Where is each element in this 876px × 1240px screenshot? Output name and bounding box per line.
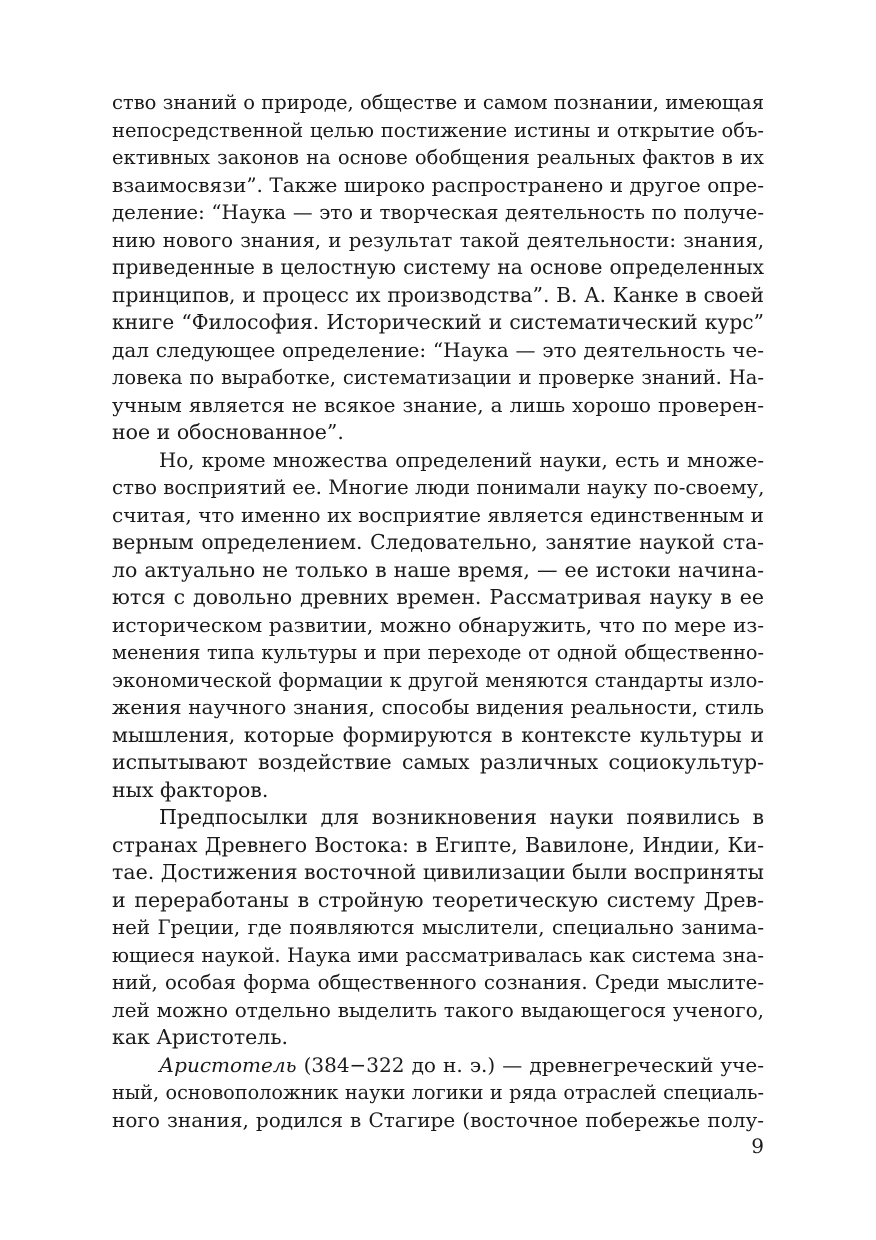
text-line: дал следующее определение: “Наука — это деятельность че- xyxy=(112,337,764,362)
text-line xyxy=(112,1052,764,1080)
text-line: лей можно отдельно выделить такого выдающегося ученого, xyxy=(112,997,764,1022)
paragraph xyxy=(112,447,764,805)
text-line: учным является не всякое знание, а лишь хорошо проверен- xyxy=(112,392,764,417)
page-number: 9 xyxy=(751,1134,764,1158)
text-line: ективных законов на основе обобщения реальных фактов в их xyxy=(112,146,764,169)
paragraph xyxy=(112,89,764,447)
text-fragment: (384−322 до н. э.) — древнегреческий уче- xyxy=(296,1052,764,1077)
paragraph xyxy=(112,804,764,1052)
text-line: испытывают воздействие самых различных социокультур- xyxy=(112,750,764,774)
text-line: принципов, и процесс их производства”. В. А. Канке в своей xyxy=(112,282,764,307)
text-line: приведенные в целостную систему на основе определенных xyxy=(112,255,764,279)
text-line: ло актуально не только в наше время, — ее истоки начина- xyxy=(112,557,764,582)
text-line: ющиеся наукой. Наука ими рассматривалась как система зна- xyxy=(112,943,764,967)
text-line: ное и обоснованное”. xyxy=(112,420,344,444)
text-line: ных факторов. xyxy=(112,777,269,802)
text-line: как Аристотель. xyxy=(112,1025,289,1049)
text-line: Но, кроме множества определений науки, есть и множе- xyxy=(159,448,764,472)
text-line: непосредственной целью постижение истины и открытие объ- xyxy=(112,118,764,142)
text-line: взаимосвязи”. Также широко распространено и другое опре- xyxy=(112,172,764,197)
text-line: книге “Философия. Исторический и систематический курс” xyxy=(112,310,764,334)
text-line: ловека по выработке, систематизации и проверке знаний. На- xyxy=(112,366,764,389)
text-line: ного знания, родился в Стагире (восточное побережье полу- xyxy=(112,1107,764,1132)
text-line: ство знаний о природе, обществе и самом познании, имеющая xyxy=(112,91,764,114)
text-line: ный, основоположник науки логики и ряда отраслей специаль- xyxy=(112,1081,764,1104)
text-line: ство восприятий ее. Многие люди понимали науку по-своему, xyxy=(112,476,765,499)
text-line: экономической формации к другой меняются стандарты изло- xyxy=(112,668,764,692)
text-line: историческом развитии, можно обнаружить, что по мере из- xyxy=(112,612,764,637)
text-line: ний, особая форма общественного сознания. Среди мыслите- xyxy=(112,971,764,994)
text-line: странах Древнего Востока: в Египте, Вавилоне, Индии, Ки- xyxy=(112,832,764,857)
text-line: мышления, которые формируются в контексте культуры и xyxy=(112,722,764,747)
paragraph xyxy=(112,1052,764,1135)
text-line: ней Греции, где появляются мыслители, специально занима- xyxy=(112,916,764,939)
text-line: считая, что именно их восприятие является единственным и xyxy=(112,502,764,527)
text-line: и переработаны в стройную теоретическую систему Древ- xyxy=(112,887,764,912)
text-line: тае. Достижения восточной цивилизации были восприняты xyxy=(112,860,764,884)
text-line: менения типа культуры и при переходе от одной общественно- xyxy=(112,641,764,664)
text-line: верным определением. Следовательно, занятие наукой ста- xyxy=(112,530,764,554)
text-line: деление: “Наука — это и творческая деятельность по получе- xyxy=(112,201,764,224)
text-line: нию нового знания, и результат такой деятельности: знания, xyxy=(112,228,764,252)
text-line: Предпосылки для возникновения науки появились в xyxy=(159,805,764,829)
text-line: ются с довольно древних времен. Рассматривая науку в ее xyxy=(112,585,764,609)
text-line: жения научного знания, способы видения реальности, стиль xyxy=(112,695,764,719)
italic-term: Аристотель xyxy=(159,1052,297,1077)
page-body xyxy=(112,89,764,1134)
